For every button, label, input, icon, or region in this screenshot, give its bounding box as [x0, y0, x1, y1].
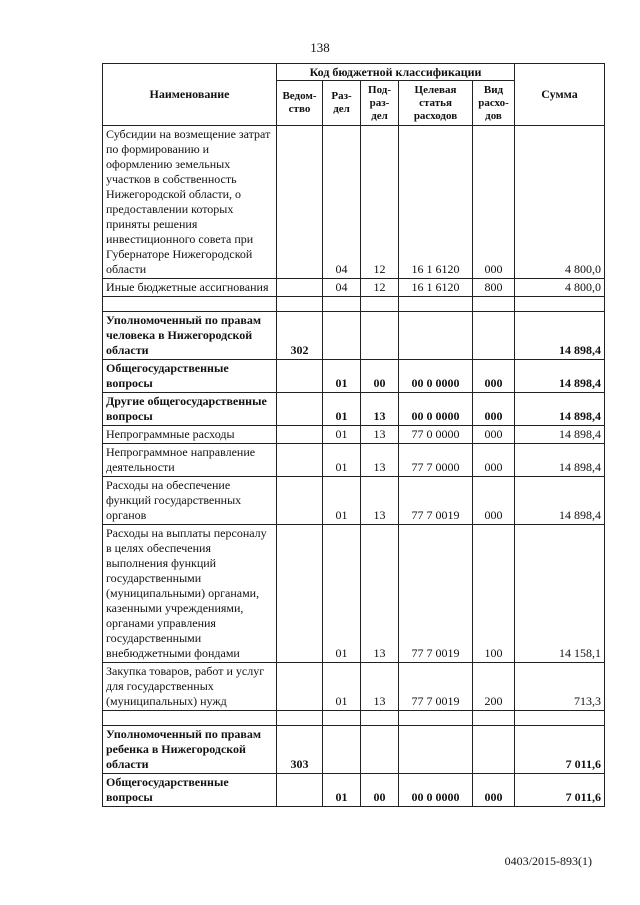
table-row — [103, 525, 605, 663]
row-celevaya: 77 7 0000 — [399, 444, 473, 477]
row-vedomstvo: 302 — [277, 312, 323, 360]
row-razdel: 04 — [323, 126, 361, 279]
row-vedomstvo — [277, 126, 323, 279]
row-vid: 000 — [473, 774, 515, 807]
row-razdel: 01 — [323, 477, 361, 525]
page-number: 138 — [310, 40, 330, 55]
row-name: Расходы на обеспечение функций государственных органов — [103, 477, 277, 525]
row-summa: 14 898,4 — [515, 426, 605, 444]
spacer-row — [103, 297, 605, 312]
row-summa: 14 898,4 — [515, 444, 605, 477]
row-podrazdel: 13 — [361, 525, 399, 663]
table-row — [103, 360, 605, 393]
spacer-row — [103, 711, 605, 726]
row-name: Уполномоченный по правам ребенка в Нижегородской области — [103, 726, 277, 774]
document-code: 0403/2015-893(1) — [504, 854, 592, 868]
row-summa: 7 011,6 — [515, 774, 605, 807]
row-razdel: 01 — [323, 663, 361, 711]
row-vedomstvo — [277, 477, 323, 525]
row-summa: 4 800,0 — [515, 126, 605, 279]
row-vedomstvo — [277, 444, 323, 477]
row-summa: 14 898,4 — [515, 393, 605, 426]
row-podrazdel — [361, 726, 399, 774]
row-podrazdel: 13 — [361, 477, 399, 525]
row-celevaya: 77 7 0019 — [399, 663, 473, 711]
row-celevaya: 77 7 0019 — [399, 525, 473, 663]
row-vid: 800 — [473, 279, 515, 297]
header-summa: Сумма — [515, 64, 605, 126]
row-razdel — [323, 312, 361, 360]
header-razdel: Раз-дел — [323, 81, 361, 126]
row-vedomstvo — [277, 525, 323, 663]
table-row — [103, 393, 605, 426]
row-razdel: 01 — [323, 444, 361, 477]
row-celevaya: 00 0 0000 — [399, 393, 473, 426]
row-podrazdel: 12 — [361, 279, 399, 297]
row-razdel: 04 — [323, 279, 361, 297]
header-code-group: Код бюджетной классификации — [277, 64, 515, 81]
row-podrazdel: 00 — [361, 360, 399, 393]
table-row — [103, 126, 605, 279]
row-razdel: 01 — [323, 525, 361, 663]
row-name: Закупка товаров, работ и услуг для государственных (муниципальных) нужд — [103, 663, 277, 711]
row-name: Непрограммное направление деятельности — [103, 444, 277, 477]
row-vid: 100 — [473, 525, 515, 663]
header-podrazdel: Под-раз-дел — [361, 81, 399, 126]
row-vedomstvo: 303 — [277, 726, 323, 774]
row-summa: 14 158,1 — [515, 525, 605, 663]
row-summa: 14 898,4 — [515, 360, 605, 393]
row-vid: 200 — [473, 663, 515, 711]
table-row — [103, 774, 605, 807]
row-podrazdel: 13 — [361, 426, 399, 444]
row-vedomstvo — [277, 393, 323, 426]
row-name: Общегосударственные вопросы — [103, 774, 277, 807]
row-vid: 000 — [473, 393, 515, 426]
table-row — [103, 426, 605, 444]
row-vid: 000 — [473, 426, 515, 444]
row-vedomstvo — [277, 279, 323, 297]
header-vid: Вид расхо-дов — [473, 81, 515, 126]
row-summa: 14 898,4 — [515, 312, 605, 360]
row-celevaya: 77 7 0019 — [399, 477, 473, 525]
header-vedomstvo: Ведом-ство — [277, 81, 323, 126]
table-row — [103, 444, 605, 477]
row-podrazdel: 13 — [361, 663, 399, 711]
row-summa: 4 800,0 — [515, 279, 605, 297]
row-name: Иные бюджетные ассигнования — [103, 279, 277, 297]
table-row — [103, 726, 605, 774]
row-podrazdel: 13 — [361, 444, 399, 477]
row-podrazdel: 12 — [361, 126, 399, 279]
table-row — [103, 312, 605, 360]
row-vid: 000 — [473, 477, 515, 525]
row-name: Общегосударственные вопросы — [103, 360, 277, 393]
row-vid: 000 — [473, 444, 515, 477]
row-vedomstvo — [277, 426, 323, 444]
row-vid — [473, 312, 515, 360]
row-celevaya — [399, 726, 473, 774]
row-celevaya: 16 1 6120 — [399, 279, 473, 297]
row-vedomstvo — [277, 360, 323, 393]
row-name: Расходы на выплаты персоналу в целях обеспечения выполнения функций государственными (муниципальными) органами, казенными учреждениями, органами управления государственными внебюджетными фондами — [103, 525, 277, 663]
row-celevaya: 00 0 0000 — [399, 360, 473, 393]
row-name: Другие общегосударственные вопросы — [103, 393, 277, 426]
row-summa: 713,3 — [515, 663, 605, 711]
row-celevaya: 00 0 0000 — [399, 774, 473, 807]
row-razdel: 01 — [323, 774, 361, 807]
row-razdel — [323, 726, 361, 774]
row-vid — [473, 726, 515, 774]
header-celevaya: Целевая статья расходов — [399, 81, 473, 126]
row-razdel: 01 — [323, 426, 361, 444]
row-podrazdel: 00 — [361, 774, 399, 807]
row-name: Субсидии на возмещение затрат по формированию и оформлению земельных участков в собственность Нижегородской области, о предоставлении которых приняты решения инвестиционного совета при Губернаторе Нижегородской области — [103, 126, 277, 279]
row-celevaya: 77 0 0000 — [399, 426, 473, 444]
budget-table — [102, 63, 605, 807]
row-razdel: 01 — [323, 360, 361, 393]
row-summa: 7 011,6 — [515, 726, 605, 774]
row-podrazdel — [361, 312, 399, 360]
row-vid: 000 — [473, 360, 515, 393]
table-row — [103, 477, 605, 525]
row-name: Непрограммные расходы — [103, 426, 277, 444]
row-vid: 000 — [473, 126, 515, 279]
row-vedomstvo — [277, 663, 323, 711]
row-razdel: 01 — [323, 393, 361, 426]
row-vedomstvo — [277, 774, 323, 807]
table-row — [103, 663, 605, 711]
row-celevaya — [399, 312, 473, 360]
row-celevaya: 16 1 6120 — [399, 126, 473, 279]
header-name: Наименование — [103, 64, 277, 126]
table-row — [103, 279, 605, 297]
row-name: Уполномоченный по правам человека в Нижегородской области — [103, 312, 277, 360]
row-summa: 14 898,4 — [515, 477, 605, 525]
row-podrazdel: 13 — [361, 393, 399, 426]
